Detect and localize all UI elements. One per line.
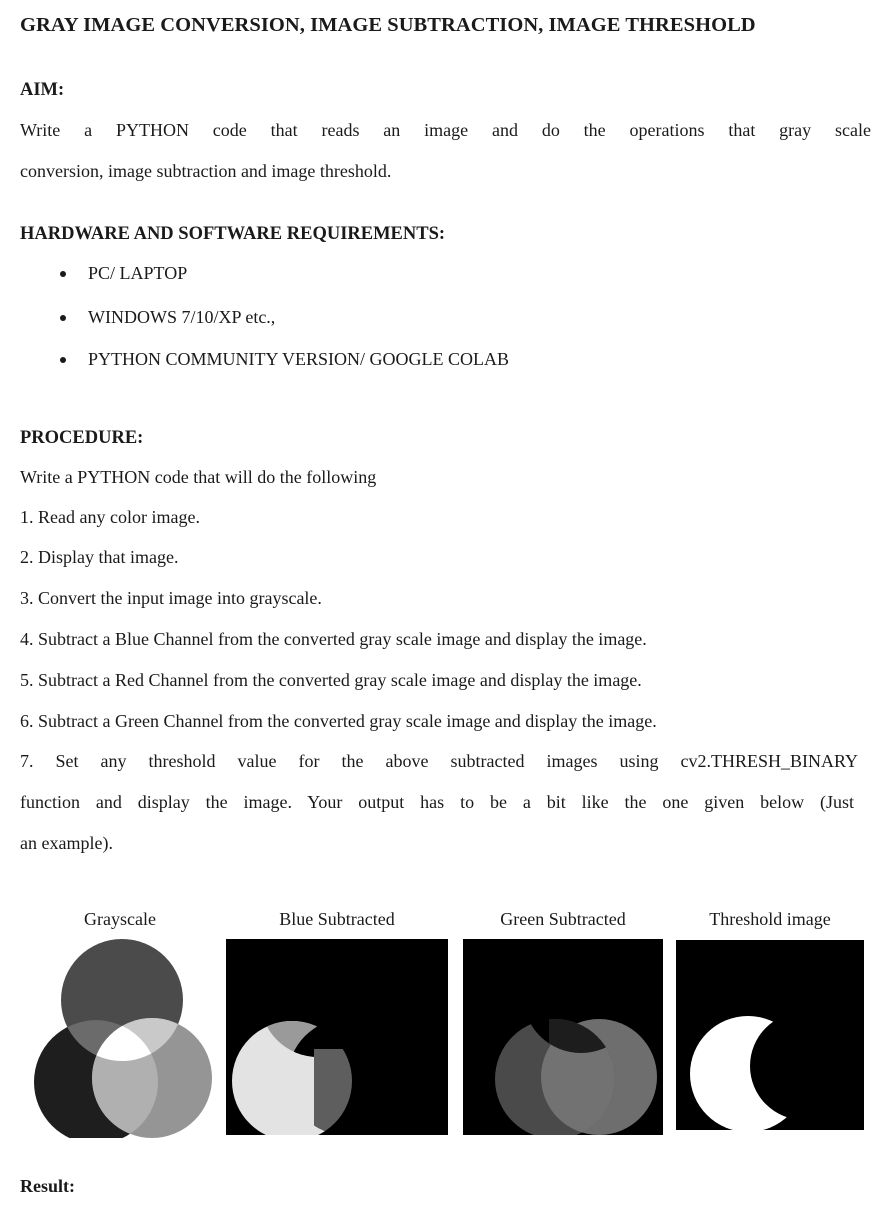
figure-label-green-subtracted: Green Subtracted (500, 909, 626, 929)
procedure-step: 2. Display that image. (20, 547, 179, 567)
blue-subtracted-image (226, 939, 448, 1135)
bullet-icon (60, 315, 66, 321)
requirement-text: PC/ LAPTOP (88, 263, 188, 283)
figure-label-grayscale: Grayscale (84, 909, 156, 929)
requirement-text: PYTHON COMMUNITY VERSION/ GOOGLE COLAB (88, 349, 510, 369)
procedure-step: 3. Convert the input image into grayscale. (20, 588, 322, 608)
result-heading: Result: (20, 1176, 75, 1196)
requirement-item (60, 307, 275, 328)
figure-label-threshold: Threshold image (709, 909, 831, 929)
requirement-item (60, 263, 187, 284)
aim-heading: AIM: (20, 80, 65, 100)
requirement-text: WINDOWS 7/10/XP etc., (88, 307, 276, 327)
procedure-step: 4. Subtract a Blue Channel from the converted gray scale image and display the image. (20, 629, 647, 649)
bullet-icon (60, 357, 66, 363)
aim-line-2: conversion, image subtraction and image threshold. (20, 161, 392, 181)
threshold-image (676, 940, 864, 1130)
procedure-step-continued: an example). (20, 833, 113, 853)
document-title: GRAY IMAGE CONVERSION, IMAGE SUBTRACTION, IMAGE THRESHOLD (20, 14, 756, 36)
bullet-icon (60, 271, 66, 277)
requirements-heading: HARDWARE AND SOFTWARE REQUIREMENTS: (20, 224, 446, 244)
procedure-step: 7. Set any threshold value for the above subtracted images using cv2.THRESH_BINARY (20, 751, 858, 771)
procedure-step-continued: function and display the image. Your output has to be a bit like the one given below (Just (20, 792, 854, 812)
grayscale-image (28, 938, 218, 1138)
green-subtracted-image (463, 939, 663, 1135)
procedure-step: 1. Read any color image. (20, 507, 200, 527)
procedure-step: 6. Subtract a Green Channel from the converted gray scale image and display the image. (20, 711, 657, 731)
figure-label-blue-subtracted: Blue Subtracted (279, 909, 395, 929)
procedure-step: 5. Subtract a Red Channel from the converted gray scale image and display the image. (20, 670, 642, 690)
requirement-item (60, 349, 509, 370)
procedure-heading: PROCEDURE: (20, 428, 144, 448)
procedure-intro: Write a PYTHON code that will do the following (20, 467, 377, 487)
aim-line-1: Write a PYTHON code that reads an image and do the operations that gray scale (20, 120, 871, 140)
